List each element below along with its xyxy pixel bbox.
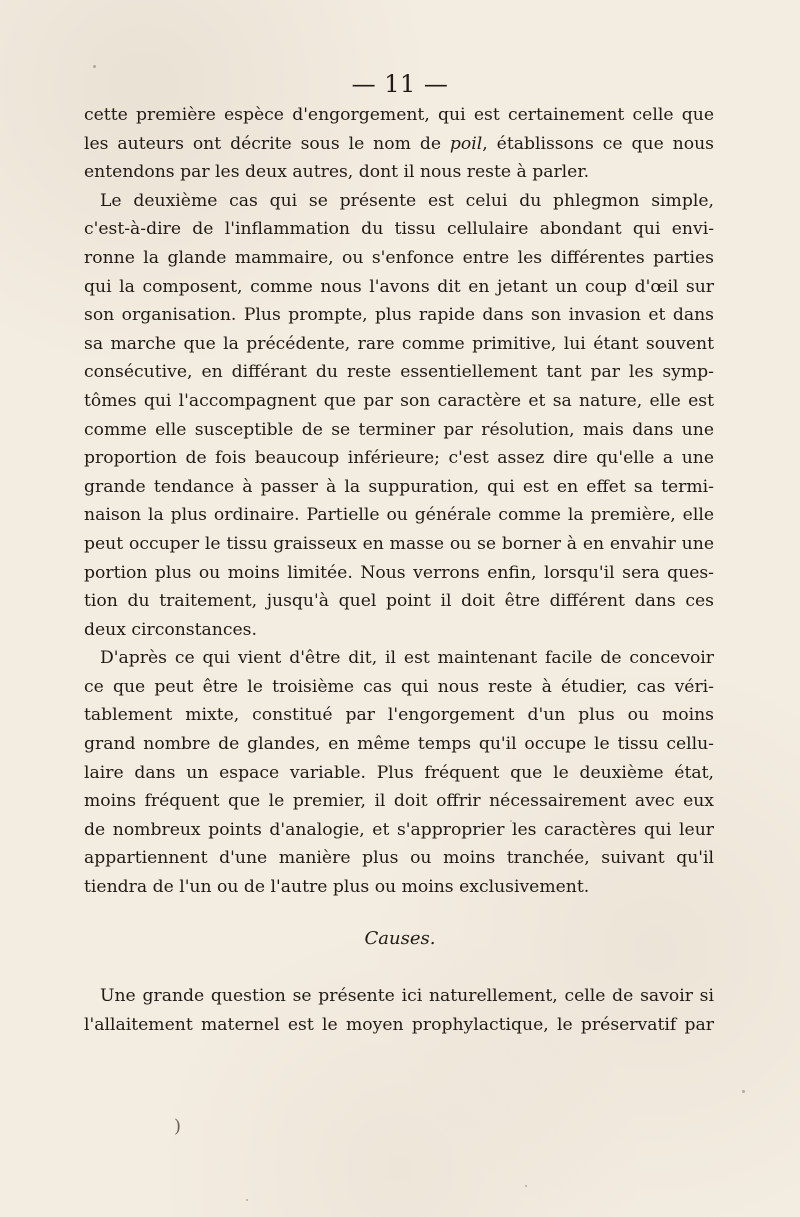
text-line: consécutive, en différant du reste essentiellement tant par les symp- xyxy=(84,362,714,383)
text-line: deux circonstances. xyxy=(84,619,257,640)
paper-speck xyxy=(246,1199,248,1201)
text-line xyxy=(84,130,714,159)
text-line: peut occuper le tissu graisseux en masse ou se borner à en envahir une xyxy=(84,533,714,554)
text-line: ce que peut être le troisième cas qui nous reste à étudier, cas véri- xyxy=(84,676,714,697)
text-line: laire dans un espace variable. Plus fréquent que le deuxième état, xyxy=(84,762,714,783)
text-line: tablement mixte, constitué par l'engorgement d'un plus ou moins xyxy=(84,705,714,726)
text-line: qui la composent, comme nous l'avons dit en jetant un coup d'œil sur xyxy=(84,276,714,297)
text-line: Le deuxième cas qui se présente est celui du phlegmon simple, xyxy=(100,190,714,211)
paper-speck xyxy=(742,1090,745,1093)
margin-mark: ) xyxy=(174,1116,182,1137)
text-line: sa marche que la précédente, rare comme primitive, lui étant souvent xyxy=(84,333,714,354)
text-line: Une grande question se présente ici naturellement, celle de savoir si xyxy=(100,986,714,1006)
paper-speck xyxy=(525,1185,527,1187)
text-line: de nombreux points d'analogie, et s'approprier les caractères qui leur xyxy=(84,819,714,840)
paper-speck xyxy=(510,820,512,822)
text-line: c'est-à-dire de l'inflammation du tissu cellulaire abondant qui envi- xyxy=(84,219,714,240)
text-line: l'allaitement maternel est le moyen prophylactique, le préservatif par xyxy=(84,1014,714,1035)
page-number: — 11 — xyxy=(351,70,449,98)
text-line: naison la plus ordinaire. Partielle ou générale comme la première, elle xyxy=(84,505,714,526)
text-line: entendons par les deux autres, dont il nous reste à parler. xyxy=(84,162,590,183)
main-text xyxy=(84,101,714,902)
poil-line-text: les auteurs ont décrite sous le nom de poil, établissons ce que nous xyxy=(84,133,714,154)
section-heading: Causes. xyxy=(364,928,436,949)
text-line: appartiennent d'une manière plus ou moins tranchée, suivant qu'il xyxy=(84,848,714,869)
text-line: tion du traitement, jusqu'à quel point il doit être différent dans ces xyxy=(84,591,714,612)
text-line: proportion de fois beaucoup inférieure; c'est assez dire qu'elle a une xyxy=(84,448,714,469)
text-line: moins fréquent que le premier, il doit offrir nécessairement avec eux xyxy=(84,791,714,812)
text-line: grand nombre de glandes, en même temps qu'il occupe le tissu cellu- xyxy=(84,734,714,755)
text-line: portion plus ou moins limitée. Nous verrons enfin, lorsqu'il sera ques- xyxy=(84,562,714,583)
text-line: cette première espèce d'engorgement, qui est certainement celle que xyxy=(84,105,714,125)
text-line: tômes qui l'accompagnent que par son caractère et sa nature, elle est xyxy=(84,390,714,411)
text-line: D'après ce qui vient d'être dit, il est maintenant facile de concevoir xyxy=(100,648,714,669)
paper-speck xyxy=(93,65,96,68)
text-line: son organisation. Plus prompte, plus rapide dans son invasion et dans xyxy=(84,305,714,326)
text-line: ronne la glande mammaire, ou s'enfonce entre les différentes parties xyxy=(84,247,714,268)
continued-text xyxy=(84,982,714,1039)
text-line: comme elle susceptible de se terminer par résolution, mais dans une xyxy=(84,419,714,440)
text-line: grande tendance à passer à la suppuration, qui est en effet sa termi- xyxy=(84,476,714,497)
text-line: tiendra de l'un ou de l'autre plus ou moins exclusivement. xyxy=(84,877,590,898)
